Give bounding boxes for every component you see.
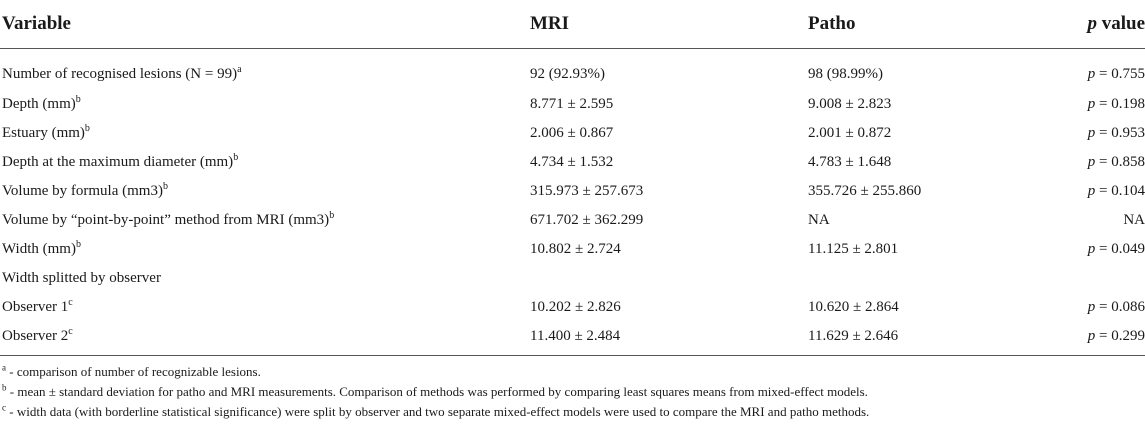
cell-mri: 11.400 ± 2.484 [528, 322, 806, 355]
cell-mri: 671.702 ± 362.299 [530, 212, 644, 228]
cell-patho: 2.001 ± 0.872 [808, 125, 892, 141]
p-italic: p [1087, 183, 1096, 199]
p-number: = 0.953 [1095, 125, 1145, 141]
table-row [0, 322, 1145, 355]
p-italic: p [1087, 154, 1096, 170]
p-italic: p [1087, 327, 1096, 344]
cell-patho: 4.783 ± 1.648 [808, 154, 892, 170]
p-italic: p [1087, 299, 1096, 315]
footnotes [0, 356, 1145, 422]
header-p-value [1056, 0, 1145, 48]
p-number: = 0.104 [1095, 183, 1145, 199]
table-row [0, 293, 1145, 322]
variable-label: Depth at the maximum diameter (mm) [2, 154, 234, 170]
cell-variable [0, 322, 528, 355]
footnote-mark: c [2, 402, 6, 413]
cell-variable [0, 48, 528, 90]
table-body [0, 48, 1145, 355]
cell-variable [0, 206, 528, 235]
table-row [0, 177, 1145, 206]
p-number: = 0.299 [1095, 327, 1145, 344]
p-number: = 0.755 [1095, 65, 1145, 82]
p-number: = 0.049 [1095, 241, 1145, 257]
p-italic: p [1087, 125, 1096, 141]
variable-label: Width splitted by observer [2, 270, 161, 286]
cell-p-value [1056, 119, 1145, 148]
cell-variable [0, 293, 528, 322]
variable-label: Estuary (mm) [2, 125, 85, 141]
variable-label: Observer 2 [2, 327, 69, 344]
cell-mri: 10.202 ± 2.826 [530, 299, 621, 315]
p-italic: p [1087, 96, 1096, 112]
footnote-marker: a [237, 63, 242, 75]
cell-variable [0, 264, 528, 293]
table-row [0, 48, 1145, 90]
footnote-marker: b [75, 94, 81, 105]
footnote-text: - comparison of number of recognizable lesions. [6, 363, 261, 379]
header-mri: MRI [528, 0, 806, 48]
variable-label: Width (mm) [2, 241, 76, 257]
header-p-rest: value [1096, 12, 1145, 34]
table-row [0, 235, 1145, 264]
cell-mri [528, 264, 806, 293]
header-variable: Variable [0, 0, 528, 48]
footnote-marker: c [68, 325, 73, 337]
cell-patho: 10.620 ± 2.864 [808, 299, 899, 315]
variable-label: Volume by “point-by-point” method from MRI (mm3) [2, 212, 330, 228]
cell-p-value [1056, 235, 1145, 264]
header-row [0, 0, 1145, 48]
cell-mri: 8.771 ± 2.595 [530, 96, 614, 112]
cell-p-value [1056, 90, 1145, 119]
footnote-text: - width data (with borderline statistical significance) were split by observer and two separate mixed-effect models were used to compare the MRI and patho methods. [6, 403, 870, 419]
cell-variable [0, 148, 528, 177]
cell-p-value [1056, 322, 1145, 355]
footnote-mark: b [2, 382, 7, 393]
p-number: = 0.198 [1095, 96, 1145, 112]
variable-label: Number of recognised lesions (N = 99) [2, 65, 238, 82]
header-p-italic: p [1087, 12, 1097, 34]
cell-p-value [1056, 48, 1145, 90]
footnote-text: - mean ± standard deviation for patho and MRI measurements. Comparison of methods was performed by comparing least squares means from mixed-effect models. [6, 383, 868, 399]
p-italic: p [1087, 65, 1096, 82]
footnote-marker: c [68, 297, 73, 308]
cell-p-value [1056, 293, 1145, 322]
p-number: = 0.086 [1095, 299, 1145, 315]
footnote-marker: b [75, 239, 81, 250]
cell-patho [806, 264, 1056, 293]
footnote [2, 362, 1145, 382]
header-patho: Patho [806, 0, 1056, 48]
cell-patho: NA [808, 212, 830, 228]
p-italic: p [1087, 241, 1096, 257]
cell-mri: 315.973 ± 257.673 [530, 183, 644, 199]
cell-mri: 10.802 ± 2.724 [530, 241, 621, 257]
p-number: = 0.858 [1095, 154, 1145, 170]
variable-label: Depth (mm) [2, 96, 76, 112]
table-row [0, 264, 1145, 293]
p-number: NA [1123, 212, 1145, 228]
table-row [0, 90, 1145, 119]
cell-p-value [1056, 148, 1145, 177]
cell-mri: 92 (92.93%) [530, 65, 605, 82]
footnote-marker: b [162, 181, 168, 192]
cell-mri: 4.734 ± 1.532 [530, 154, 614, 170]
table-row [0, 148, 1145, 177]
cell-variable [0, 235, 528, 264]
variable-label: Volume by formula (mm3) [2, 183, 163, 199]
variable-label: Observer 1 [2, 299, 69, 315]
cell-patho: 9.008 ± 2.823 [808, 96, 892, 112]
footnote-mark: a [2, 362, 6, 373]
cell-variable [0, 119, 528, 148]
table-row [0, 206, 1145, 235]
table-row [0, 119, 1145, 148]
cell-patho: 98 (98.99%) [808, 65, 883, 82]
cell-p-value [1056, 177, 1145, 206]
cell-patho: 11.125 ± 2.801 [808, 241, 899, 257]
footnote-marker: b [84, 123, 90, 134]
cell-p-value [1056, 264, 1145, 293]
cell-variable [0, 90, 528, 119]
footnote [2, 402, 1145, 422]
cell-patho: 355.726 ± 255.860 [808, 183, 922, 199]
footnote-marker: b [233, 152, 239, 163]
cell-mri: 2.006 ± 0.867 [530, 125, 614, 141]
cell-patho: 11.629 ± 2.646 [806, 322, 1056, 355]
cell-p-value [1056, 206, 1145, 235]
footnote [2, 382, 1145, 402]
cell-variable [0, 177, 528, 206]
footnote-marker: b [329, 210, 335, 221]
